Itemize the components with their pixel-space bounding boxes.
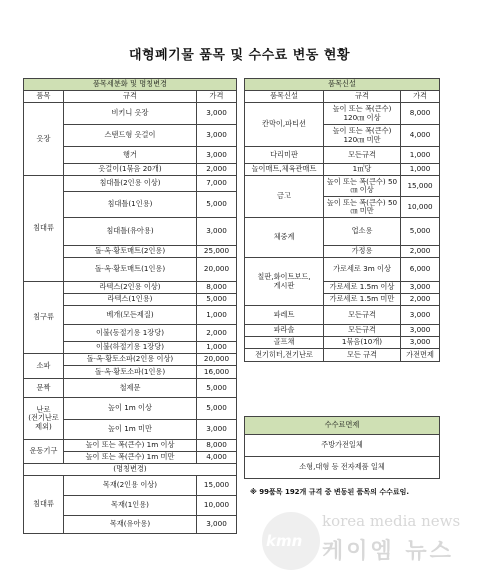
price-cell: 25,000 bbox=[197, 246, 237, 258]
column-header: 품목 bbox=[24, 91, 64, 103]
spec-cell: 모든 규격 bbox=[324, 349, 401, 362]
spec-cell: 스탠드형 옷걸이 bbox=[64, 125, 197, 147]
price-cell: 16,000 bbox=[197, 366, 237, 379]
item-cell: 놀이매트,체육관매트 bbox=[245, 164, 324, 176]
right-fee-table bbox=[244, 78, 440, 362]
spec-cell: 가로세로 1.5m 미만 bbox=[324, 294, 401, 306]
spec-cell: 돌·옥·황토소파(2인용 이상) bbox=[64, 354, 197, 366]
footnote: ※ 99품목 192개 규격 중 변동된 품목의 수수료임. bbox=[250, 488, 410, 496]
spec-cell: 베개(모든제질) bbox=[64, 306, 197, 325]
table-header: 품목신설 bbox=[245, 79, 440, 91]
spec-cell: 침대틀(1인용) bbox=[64, 192, 197, 218]
spec-cell: 침대틀(유아용) bbox=[64, 218, 197, 246]
column-header: 규격 bbox=[324, 91, 401, 103]
price-cell: 8,000 bbox=[197, 282, 237, 294]
spec-cell: 목재(1인용) bbox=[64, 496, 197, 516]
item-cell: 금고 bbox=[245, 176, 324, 218]
spec-cell: 비키니 옷장 bbox=[64, 103, 197, 125]
spec-cell: 1㎡당 bbox=[324, 164, 401, 176]
price-cell: 3,000 bbox=[401, 325, 440, 337]
price-cell: 2,000 bbox=[401, 246, 440, 258]
column-header: 가격 bbox=[401, 91, 440, 103]
item-cell: 파라솔 bbox=[245, 325, 324, 337]
category-cell: 소파 bbox=[24, 354, 64, 379]
spec-cell: 목재(2인용 이상) bbox=[64, 476, 197, 496]
item-cell: 파레트 bbox=[245, 306, 324, 325]
price-cell: 5,000 bbox=[401, 218, 440, 246]
left-fee-table bbox=[23, 78, 237, 534]
price-cell: 6,000 bbox=[401, 258, 440, 282]
price-cell: 1,000 bbox=[401, 147, 440, 164]
spec-cell: 모든규격 bbox=[324, 147, 401, 164]
spec-cell: 높이 또는 폭(큰수) 50㎝ 미만 bbox=[324, 197, 401, 218]
watermark-english: korea media news bbox=[322, 512, 461, 530]
spec-cell: 가로세로 1.5m 이상 bbox=[324, 282, 401, 294]
price-cell: 1,000 bbox=[197, 342, 237, 354]
price-cell: 2,000 bbox=[197, 164, 237, 176]
spec-cell: 높이 1m 이상 bbox=[64, 398, 197, 420]
spec-cell: 돌·옥·황토매트(1인용) bbox=[64, 258, 197, 282]
spec-cell: 이불(하절기용 1장당) bbox=[64, 342, 197, 354]
spec-cell: 가정용 bbox=[324, 246, 401, 258]
price-cell: 3,000 bbox=[197, 125, 237, 147]
spec-cell: 높이 1m 미만 bbox=[64, 420, 197, 440]
price-cell: 3,000 bbox=[401, 337, 440, 349]
spec-cell: 높이 또는 폭(큰수) 120㎝ 미만 bbox=[324, 125, 401, 147]
category-cell: 침대류 bbox=[24, 176, 64, 282]
column-header: 규격 bbox=[64, 91, 197, 103]
spec-cell: 1묶음(10개) bbox=[324, 337, 401, 349]
price-cell: 3,000 bbox=[197, 147, 237, 164]
spec-cell: 라텍스(2인용 이상) bbox=[64, 282, 197, 294]
price-cell: 가전면제 bbox=[401, 349, 440, 362]
spec-cell: 철제문 bbox=[64, 379, 197, 398]
category-cell: 문짝 bbox=[24, 379, 64, 398]
price-cell: 15,000 bbox=[401, 176, 440, 197]
category-cell: 침구류 bbox=[24, 282, 64, 354]
price-cell: 3,000 bbox=[401, 282, 440, 294]
category-cell: 난로 (전기난로 제외) bbox=[24, 398, 64, 440]
spec-cell: 이불(동절기용 1장당) bbox=[64, 325, 197, 342]
price-cell: 20,000 bbox=[197, 354, 237, 366]
price-cell: 1,000 bbox=[197, 306, 237, 325]
spec-cell: 돌·옥·황토소파(1인용) bbox=[64, 366, 197, 379]
spec-cell: 업소용 bbox=[324, 218, 401, 246]
price-cell: 4,000 bbox=[401, 125, 440, 147]
item-cell: 전기히터,전기난로 bbox=[245, 349, 324, 362]
category-cell: 침대류 bbox=[24, 476, 64, 534]
item-cell: 골프채 bbox=[245, 337, 324, 349]
price-cell: 10,000 bbox=[401, 197, 440, 218]
price-cell: 5,000 bbox=[197, 398, 237, 420]
price-cell: 3,000 bbox=[197, 420, 237, 440]
price-cell: 5,000 bbox=[197, 379, 237, 398]
price-cell: 7,000 bbox=[197, 176, 237, 192]
category-cell: 운동기구 bbox=[24, 440, 64, 464]
item-cell: 칠판,화이트보드, 게시판 bbox=[245, 258, 324, 306]
spec-cell: 침대틀(2인용 이상) bbox=[64, 176, 197, 192]
spec-cell: 높이 또는 폭(큰수) 1m 미만 bbox=[64, 452, 197, 464]
spec-cell: 가로세로 3m 이상 bbox=[324, 258, 401, 282]
column-header: 가격 bbox=[197, 91, 237, 103]
spec-cell: 옷걸이(1묶음 20개) bbox=[64, 164, 197, 176]
exemption-cell: 소형,대형 등 전자제품 일체 bbox=[245, 457, 440, 479]
price-cell: 2,000 bbox=[401, 294, 440, 306]
price-cell: 3,000 bbox=[197, 103, 237, 125]
watermark-logo-text: kmn bbox=[266, 532, 303, 550]
price-cell: 8,000 bbox=[401, 103, 440, 125]
spec-cell: 높이 또는 폭(큰수) 1m 이상 bbox=[64, 440, 197, 452]
item-cell: 체중계 bbox=[245, 218, 324, 258]
fee-exemption-table bbox=[244, 416, 440, 479]
table-header: 품목세분화 및 명칭변경 bbox=[24, 79, 237, 91]
exemption-cell: 주방가전일체 bbox=[245, 435, 440, 457]
table-header: 수수료면제 bbox=[245, 417, 440, 435]
price-cell: 5,000 bbox=[197, 294, 237, 306]
spec-cell: 모든규격 bbox=[324, 306, 401, 325]
section-label: (명칭변경) bbox=[24, 464, 237, 476]
spec-cell: 목재(유아용) bbox=[64, 516, 197, 534]
category-cell: 옷장 bbox=[24, 103, 64, 176]
item-cell: 다리미판 bbox=[245, 147, 324, 164]
price-cell: 3,000 bbox=[401, 306, 440, 325]
price-cell: 2,000 bbox=[197, 325, 237, 342]
price-cell: 3,000 bbox=[197, 516, 237, 534]
spec-cell: 행거 bbox=[64, 147, 197, 164]
price-cell: 3,000 bbox=[197, 218, 237, 246]
spec-cell: 높이 또는 폭(큰수) 50㎝ 이상 bbox=[324, 176, 401, 197]
price-cell: 20,000 bbox=[197, 258, 237, 282]
watermark-korean: 케이엠 뉴스 bbox=[322, 539, 454, 564]
column-header: 품목신설 bbox=[245, 91, 324, 103]
price-cell: 8,000 bbox=[197, 440, 237, 452]
price-cell: 5,000 bbox=[197, 192, 237, 218]
spec-cell: 돌·옥·황토매트(2인용) bbox=[64, 246, 197, 258]
price-cell: 10,000 bbox=[197, 496, 237, 516]
spec-cell: 라텍스(1인용) bbox=[64, 294, 197, 306]
page-title: 대형폐기물 품목 및 수수료 변동 현황 bbox=[129, 48, 350, 63]
spec-cell: 모든규격 bbox=[324, 325, 401, 337]
price-cell: 4,000 bbox=[197, 452, 237, 464]
spec-cell: 높이 또는 폭(큰수) 120㎝ 이상 bbox=[324, 103, 401, 125]
item-cell: 칸막이,파티션 bbox=[245, 103, 324, 147]
price-cell: 15,000 bbox=[197, 476, 237, 496]
price-cell: 1,000 bbox=[401, 164, 440, 176]
